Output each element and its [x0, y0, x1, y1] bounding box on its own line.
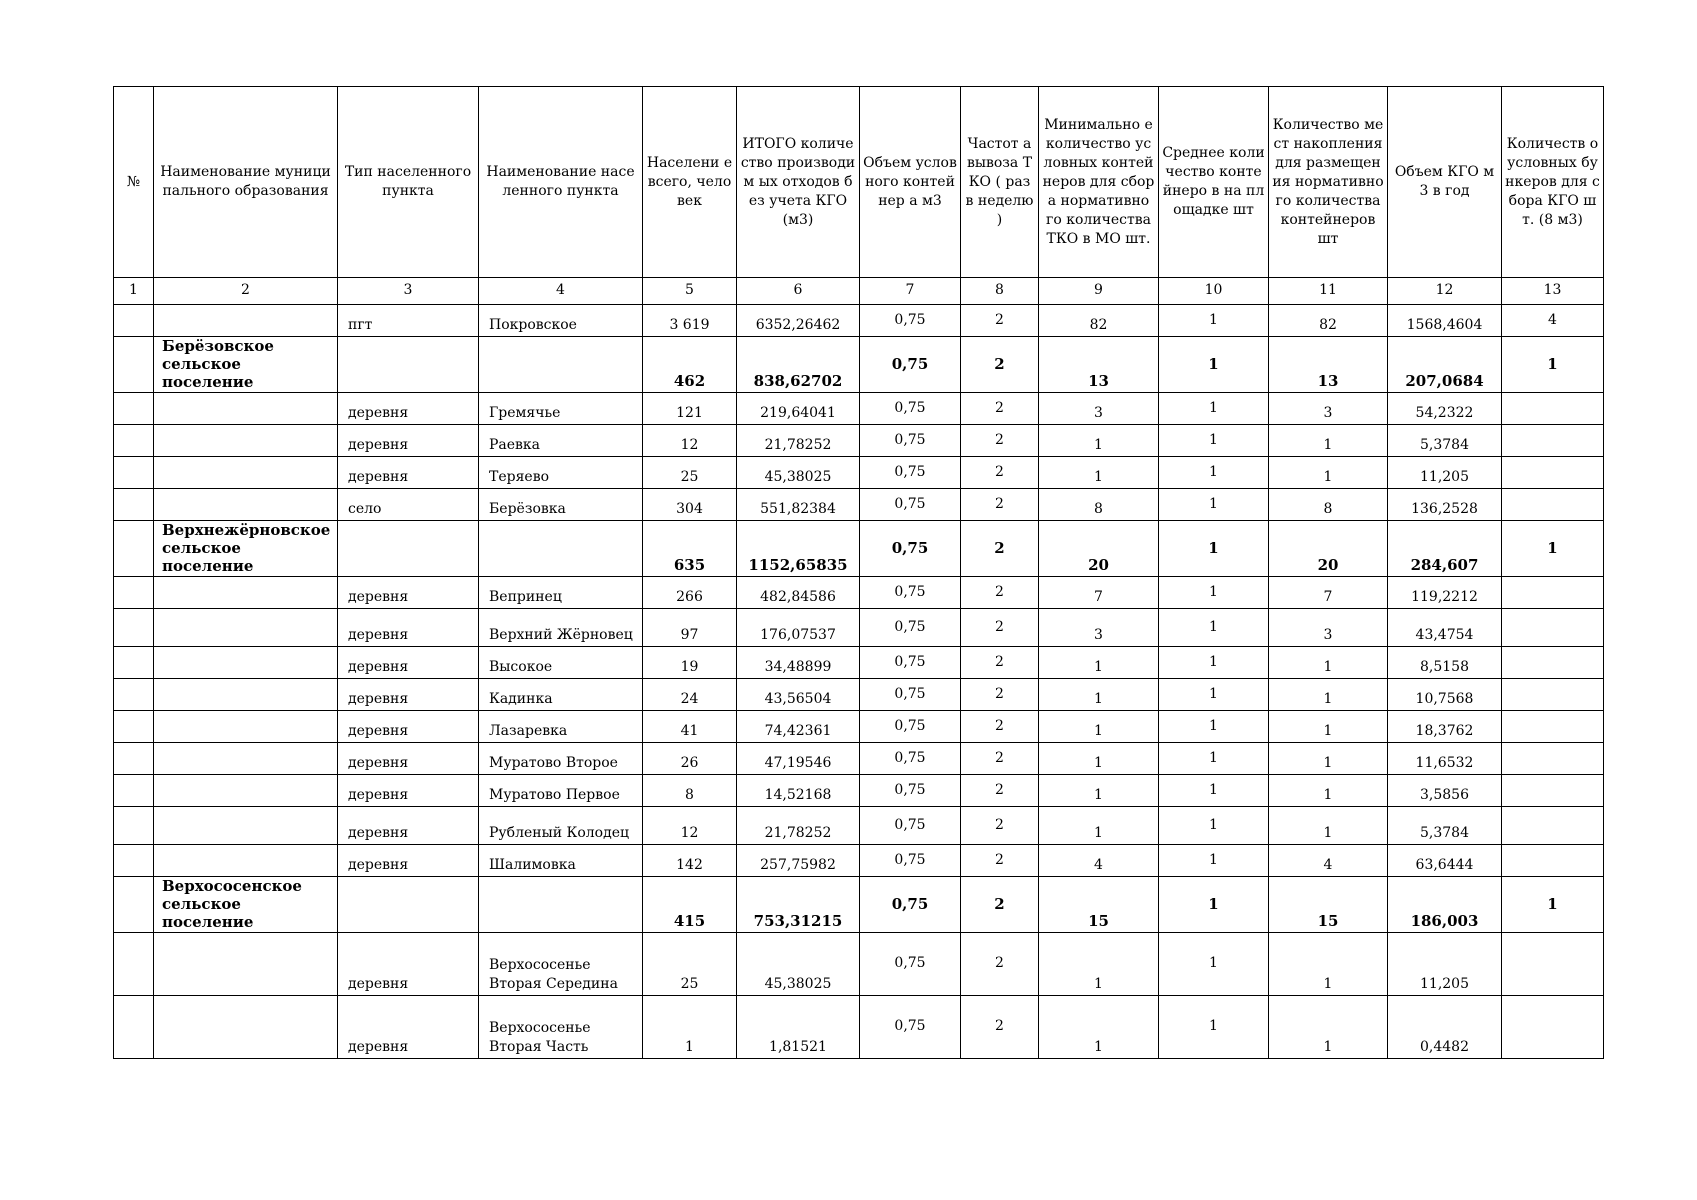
- cell-settlement: Верхний Жёрновец: [479, 609, 643, 647]
- cell-type: деревня: [338, 845, 479, 877]
- cell-waste: 1152,65835: [737, 521, 860, 577]
- cell-number: [114, 877, 154, 933]
- cell-municipality: [154, 489, 338, 521]
- cell-min-containers: 1: [1039, 425, 1159, 457]
- cell-bunkers: [1502, 609, 1604, 647]
- header-kgo-bunkers: Количеств о условных бункеров для сбора КГО шт. (8 м3): [1502, 87, 1604, 278]
- cell-bunkers: 4: [1502, 305, 1604, 337]
- cell-min-containers: 1: [1039, 711, 1159, 743]
- cell-municipality: [154, 647, 338, 679]
- cell-bunkers: [1502, 647, 1604, 679]
- cell-volume: 0,75: [860, 711, 961, 743]
- table-row: [114, 679, 1604, 711]
- cell-number: [114, 775, 154, 807]
- cell-places: 1: [1269, 743, 1388, 775]
- cell-min-containers: 1: [1039, 743, 1159, 775]
- cell-number: [114, 393, 154, 425]
- cell-number: [114, 489, 154, 521]
- cell-waste: 34,48899: [737, 647, 860, 679]
- cell-settlement: Раевка: [479, 425, 643, 457]
- cell-waste: 219,64041: [737, 393, 860, 425]
- cell-avg-containers: 1: [1159, 933, 1269, 996]
- cell-min-containers: 1: [1039, 647, 1159, 679]
- header-min-containers: Минимально е количество условных контейнеров для сбора нормативно го количества ТКО в МО шт.: [1039, 87, 1159, 278]
- table-body: [114, 278, 1604, 1059]
- cell-frequency: 2: [961, 457, 1039, 489]
- cell-kgo-volume: 43,4754: [1388, 609, 1502, 647]
- cell-frequency: 2: [961, 425, 1039, 457]
- cell-places: 82: [1269, 305, 1388, 337]
- cell-settlement: Муратово Второе: [479, 743, 643, 775]
- cell-bunkers: [1502, 577, 1604, 609]
- cell-frequency: 2: [961, 521, 1039, 577]
- table-row: [114, 807, 1604, 845]
- cell-places: 3: [1269, 393, 1388, 425]
- cell-bunkers: [1502, 457, 1604, 489]
- cell-avg-containers: 1: [1159, 425, 1269, 457]
- cell-kgo-volume: 1568,4604: [1388, 305, 1502, 337]
- cell-kgo-volume: 5,3784: [1388, 807, 1502, 845]
- cell-municipality: [154, 933, 338, 996]
- cell-min-containers: 1: [1039, 457, 1159, 489]
- cell-type: [338, 877, 479, 933]
- cell-bunkers: [1502, 775, 1604, 807]
- cell-frequency: 2: [961, 933, 1039, 996]
- cell-number: [114, 337, 154, 393]
- header-settlement-type: Тип населенного пункта: [338, 87, 479, 278]
- column-number: 13: [1502, 278, 1604, 305]
- cell-kgo-volume: 186,003: [1388, 877, 1502, 933]
- summary-row: [114, 877, 1604, 933]
- cell-population: 25: [643, 457, 737, 489]
- cell-type: пгт: [338, 305, 479, 337]
- cell-population: 266: [643, 577, 737, 609]
- table-row: [114, 609, 1604, 647]
- cell-frequency: 2: [961, 996, 1039, 1059]
- cell-frequency: 2: [961, 647, 1039, 679]
- cell-municipality: [154, 609, 338, 647]
- cell-places: 1: [1269, 425, 1388, 457]
- cell-avg-containers: 1: [1159, 609, 1269, 647]
- cell-min-containers: 15: [1039, 877, 1159, 933]
- cell-waste: 482,84586: [737, 577, 860, 609]
- cell-number: [114, 305, 154, 337]
- cell-type: деревня: [338, 425, 479, 457]
- cell-kgo-volume: 119,2212: [1388, 577, 1502, 609]
- cell-volume: 0,75: [860, 305, 961, 337]
- cell-places: 15: [1269, 877, 1388, 933]
- cell-bunkers: 1: [1502, 877, 1604, 933]
- cell-bunkers: [1502, 393, 1604, 425]
- cell-type: деревня: [338, 711, 479, 743]
- cell-waste: 6352,26462: [737, 305, 860, 337]
- cell-places: 4: [1269, 845, 1388, 877]
- cell-municipality: [154, 996, 338, 1059]
- table-row: [114, 393, 1604, 425]
- cell-municipality: [154, 457, 338, 489]
- cell-avg-containers: 1: [1159, 305, 1269, 337]
- cell-frequency: 2: [961, 775, 1039, 807]
- cell-type: деревня: [338, 457, 479, 489]
- table-row: [114, 996, 1604, 1059]
- cell-avg-containers: 1: [1159, 845, 1269, 877]
- table-row: [114, 425, 1604, 457]
- cell-places: 3: [1269, 609, 1388, 647]
- cell-population: 12: [643, 807, 737, 845]
- cell-type: село: [338, 489, 479, 521]
- cell-population: 26: [643, 743, 737, 775]
- cell-type: деревня: [338, 933, 479, 996]
- cell-frequency: 2: [961, 711, 1039, 743]
- header-kgo-volume: Объем КГО м3 в год: [1388, 87, 1502, 278]
- cell-kgo-volume: 284,607: [1388, 521, 1502, 577]
- cell-volume: 0,75: [860, 647, 961, 679]
- cell-kgo-volume: 63,6444: [1388, 845, 1502, 877]
- cell-settlement: Берёзовка: [479, 489, 643, 521]
- cell-volume: 0,75: [860, 877, 961, 933]
- cell-avg-containers: 1: [1159, 711, 1269, 743]
- cell-settlement: Гремячье: [479, 393, 643, 425]
- cell-bunkers: [1502, 679, 1604, 711]
- cell-frequency: 2: [961, 337, 1039, 393]
- cell-frequency: 2: [961, 577, 1039, 609]
- cell-number: [114, 609, 154, 647]
- column-number: 2: [154, 278, 338, 305]
- cell-bunkers: 1: [1502, 337, 1604, 393]
- cell-min-containers: 1: [1039, 775, 1159, 807]
- cell-settlement: Рубленый Колодец: [479, 807, 643, 845]
- cell-population: 142: [643, 845, 737, 877]
- cell-population: 3 619: [643, 305, 737, 337]
- cell-kgo-volume: 3,5856: [1388, 775, 1502, 807]
- cell-min-containers: 13: [1039, 337, 1159, 393]
- cell-volume: 0,75: [860, 996, 961, 1059]
- cell-avg-containers: 1: [1159, 393, 1269, 425]
- cell-volume: 0,75: [860, 425, 961, 457]
- cell-volume: 0,75: [860, 743, 961, 775]
- cell-min-containers: 1: [1039, 679, 1159, 711]
- cell-type: деревня: [338, 743, 479, 775]
- cell-places: 1: [1269, 933, 1388, 996]
- header-container-volume: Объем условного контейнер а м3: [860, 87, 961, 278]
- cell-min-containers: 8: [1039, 489, 1159, 521]
- cell-frequency: 2: [961, 877, 1039, 933]
- cell-places: 1: [1269, 775, 1388, 807]
- cell-places: 7: [1269, 577, 1388, 609]
- cell-volume: 0,75: [860, 521, 961, 577]
- cell-avg-containers: 1: [1159, 877, 1269, 933]
- cell-min-containers: 1: [1039, 933, 1159, 996]
- column-number: 7: [860, 278, 961, 305]
- header-avg-containers: Среднее количество контейнеро в на площадке шт: [1159, 87, 1269, 278]
- cell-bunkers: [1502, 743, 1604, 775]
- cell-waste: 551,82384: [737, 489, 860, 521]
- cell-kgo-volume: 11,205: [1388, 457, 1502, 489]
- cell-type: [338, 337, 479, 393]
- header-municipality: Наименование муниципального образования: [154, 87, 338, 278]
- cell-population: 462: [643, 337, 737, 393]
- cell-settlement: [479, 337, 643, 393]
- cell-number: [114, 743, 154, 775]
- column-numbers-row: [114, 278, 1604, 305]
- cell-type: деревня: [338, 807, 479, 845]
- cell-population: 8: [643, 775, 737, 807]
- cell-bunkers: [1502, 807, 1604, 845]
- cell-municipality: [154, 393, 338, 425]
- cell-waste: 838,62702: [737, 337, 860, 393]
- cell-bunkers: [1502, 425, 1604, 457]
- cell-places: 1: [1269, 457, 1388, 489]
- cell-bunkers: [1502, 489, 1604, 521]
- cell-waste: 43,56504: [737, 679, 860, 711]
- column-number: 8: [961, 278, 1039, 305]
- cell-volume: 0,75: [860, 609, 961, 647]
- column-number: 11: [1269, 278, 1388, 305]
- cell-municipality: [154, 807, 338, 845]
- cell-population: 24: [643, 679, 737, 711]
- cell-avg-containers: 1: [1159, 743, 1269, 775]
- waste-data-table: [113, 86, 1604, 1059]
- cell-avg-containers: 1: [1159, 775, 1269, 807]
- cell-avg-containers: 1: [1159, 679, 1269, 711]
- cell-municipality: [154, 845, 338, 877]
- cell-waste: 753,31215: [737, 877, 860, 933]
- cell-settlement: Высокое: [479, 647, 643, 679]
- summary-row: [114, 337, 1604, 393]
- cell-number: [114, 521, 154, 577]
- cell-places: 1: [1269, 711, 1388, 743]
- cell-kgo-volume: 18,3762: [1388, 711, 1502, 743]
- table-row: [114, 647, 1604, 679]
- cell-avg-containers: 1: [1159, 457, 1269, 489]
- cell-avg-containers: 1: [1159, 807, 1269, 845]
- cell-min-containers: 20: [1039, 521, 1159, 577]
- cell-waste: 176,07537: [737, 609, 860, 647]
- cell-waste: 1,81521: [737, 996, 860, 1059]
- column-number: 6: [737, 278, 860, 305]
- cell-bunkers: 1: [1502, 521, 1604, 577]
- cell-type: деревня: [338, 393, 479, 425]
- cell-settlement: Лазаревка: [479, 711, 643, 743]
- cell-volume: 0,75: [860, 577, 961, 609]
- column-number: 1: [114, 278, 154, 305]
- cell-population: 1: [643, 996, 737, 1059]
- cell-type: деревня: [338, 609, 479, 647]
- header-settlement-name: Наименование населенного пункта: [479, 87, 643, 278]
- cell-frequency: 2: [961, 845, 1039, 877]
- cell-municipality: [154, 775, 338, 807]
- cell-avg-containers: 1: [1159, 337, 1269, 393]
- cell-population: 304: [643, 489, 737, 521]
- cell-municipality: [154, 577, 338, 609]
- cell-waste: 14,52168: [737, 775, 860, 807]
- cell-frequency: 2: [961, 609, 1039, 647]
- cell-frequency: 2: [961, 679, 1039, 711]
- cell-frequency: 2: [961, 489, 1039, 521]
- column-number: 9: [1039, 278, 1159, 305]
- cell-number: [114, 933, 154, 996]
- cell-kgo-volume: 8,5158: [1388, 647, 1502, 679]
- cell-places: 8: [1269, 489, 1388, 521]
- cell-kgo-volume: 54,2322: [1388, 393, 1502, 425]
- cell-waste: 45,38025: [737, 933, 860, 996]
- cell-volume: 0,75: [860, 489, 961, 521]
- cell-number: [114, 425, 154, 457]
- column-number: 3: [338, 278, 479, 305]
- cell-settlement: Верхососенье Вторая Часть: [479, 996, 643, 1059]
- table-row: [114, 457, 1604, 489]
- cell-type: [338, 521, 479, 577]
- table-row: [114, 933, 1604, 996]
- cell-volume: 0,75: [860, 845, 961, 877]
- table-row: [114, 711, 1604, 743]
- cell-volume: 0,75: [860, 457, 961, 489]
- cell-population: 635: [643, 521, 737, 577]
- cell-number: [114, 457, 154, 489]
- cell-waste: 45,38025: [737, 457, 860, 489]
- cell-population: 121: [643, 393, 737, 425]
- table-header: [114, 87, 1604, 278]
- cell-settlement: [479, 521, 643, 577]
- cell-bunkers: [1502, 845, 1604, 877]
- cell-frequency: 2: [961, 743, 1039, 775]
- cell-type: деревня: [338, 775, 479, 807]
- cell-municipality: Берёзовское сельское поселение: [154, 337, 338, 393]
- cell-volume: 0,75: [860, 807, 961, 845]
- cell-places: 1: [1269, 807, 1388, 845]
- cell-settlement: Верхососенье Вторая Середина: [479, 933, 643, 996]
- cell-volume: 0,75: [860, 933, 961, 996]
- cell-kgo-volume: 0,4482: [1388, 996, 1502, 1059]
- cell-places: 1: [1269, 996, 1388, 1059]
- cell-municipality: [154, 711, 338, 743]
- cell-places: 1: [1269, 679, 1388, 711]
- header-total-waste: ИТОГО количество производим ых отходов без учета КГО (м3): [737, 87, 860, 278]
- column-number: 4: [479, 278, 643, 305]
- cell-frequency: 2: [961, 807, 1039, 845]
- cell-min-containers: 7: [1039, 577, 1159, 609]
- table-row: [114, 845, 1604, 877]
- table-row: [114, 489, 1604, 521]
- cell-population: 415: [643, 877, 737, 933]
- cell-kgo-volume: 136,2528: [1388, 489, 1502, 521]
- cell-settlement: Вепринец: [479, 577, 643, 609]
- cell-places: 20: [1269, 521, 1388, 577]
- table-row: [114, 577, 1604, 609]
- cell-min-containers: 3: [1039, 609, 1159, 647]
- cell-municipality: [154, 305, 338, 337]
- cell-avg-containers: 1: [1159, 647, 1269, 679]
- cell-kgo-volume: 207,0684: [1388, 337, 1502, 393]
- cell-kgo-volume: 11,205: [1388, 933, 1502, 996]
- cell-waste: 257,75982: [737, 845, 860, 877]
- cell-municipality: Верхососенское сельское поселение: [154, 877, 338, 933]
- cell-kgo-volume: 5,3784: [1388, 425, 1502, 457]
- cell-population: 25: [643, 933, 737, 996]
- cell-population: 12: [643, 425, 737, 457]
- cell-bunkers: [1502, 711, 1604, 743]
- cell-waste: 47,19546: [737, 743, 860, 775]
- cell-population: 97: [643, 609, 737, 647]
- cell-settlement: Кадинка: [479, 679, 643, 711]
- cell-type: деревня: [338, 996, 479, 1059]
- cell-min-containers: 82: [1039, 305, 1159, 337]
- cell-number: [114, 679, 154, 711]
- cell-population: 19: [643, 647, 737, 679]
- header-pickup-frequency: Частот а вывоза ТКО ( раз в неделю ): [961, 87, 1039, 278]
- cell-settlement: Шалимовка: [479, 845, 643, 877]
- cell-settlement: Теряево: [479, 457, 643, 489]
- cell-municipality: [154, 679, 338, 711]
- cell-volume: 0,75: [860, 393, 961, 425]
- cell-avg-containers: 1: [1159, 577, 1269, 609]
- column-number: 5: [643, 278, 737, 305]
- cell-municipality: [154, 425, 338, 457]
- table-row: [114, 775, 1604, 807]
- header-number: №: [114, 87, 154, 278]
- cell-waste: 21,78252: [737, 807, 860, 845]
- cell-bunkers: [1502, 933, 1604, 996]
- cell-kgo-volume: 10,7568: [1388, 679, 1502, 711]
- cell-places: 13: [1269, 337, 1388, 393]
- column-number: 10: [1159, 278, 1269, 305]
- cell-number: [114, 845, 154, 877]
- cell-type: деревня: [338, 647, 479, 679]
- cell-number: [114, 996, 154, 1059]
- cell-number: [114, 647, 154, 679]
- cell-type: деревня: [338, 679, 479, 711]
- column-number: 12: [1388, 278, 1502, 305]
- header-population: Населени е всего, человек: [643, 87, 737, 278]
- cell-waste: 74,42361: [737, 711, 860, 743]
- cell-volume: 0,75: [860, 775, 961, 807]
- cell-type: деревня: [338, 577, 479, 609]
- header-collection-places: Количество мест накопления для размещения нормативно го количества контейнеров шт: [1269, 87, 1388, 278]
- cell-frequency: 2: [961, 393, 1039, 425]
- cell-number: [114, 807, 154, 845]
- cell-settlement: [479, 877, 643, 933]
- cell-avg-containers: 1: [1159, 521, 1269, 577]
- cell-number: [114, 711, 154, 743]
- cell-number: [114, 577, 154, 609]
- cell-settlement: Покровское: [479, 305, 643, 337]
- cell-kgo-volume: 11,6532: [1388, 743, 1502, 775]
- cell-bunkers: [1502, 996, 1604, 1059]
- cell-min-containers: 1: [1039, 996, 1159, 1059]
- cell-min-containers: 3: [1039, 393, 1159, 425]
- summary-row: [114, 521, 1604, 577]
- cell-frequency: 2: [961, 305, 1039, 337]
- cell-settlement: Муратово Первое: [479, 775, 643, 807]
- table-row: [114, 305, 1604, 337]
- cell-avg-containers: 1: [1159, 489, 1269, 521]
- cell-volume: 0,75: [860, 337, 961, 393]
- cell-volume: 0,75: [860, 679, 961, 711]
- cell-avg-containers: 1: [1159, 996, 1269, 1059]
- cell-places: 1: [1269, 647, 1388, 679]
- cell-min-containers: 4: [1039, 845, 1159, 877]
- cell-municipality: [154, 743, 338, 775]
- cell-waste: 21,78252: [737, 425, 860, 457]
- cell-min-containers: 1: [1039, 807, 1159, 845]
- cell-municipality: Верхнежёрновское сельское поселение: [154, 521, 338, 577]
- table-row: [114, 743, 1604, 775]
- cell-population: 41: [643, 711, 737, 743]
